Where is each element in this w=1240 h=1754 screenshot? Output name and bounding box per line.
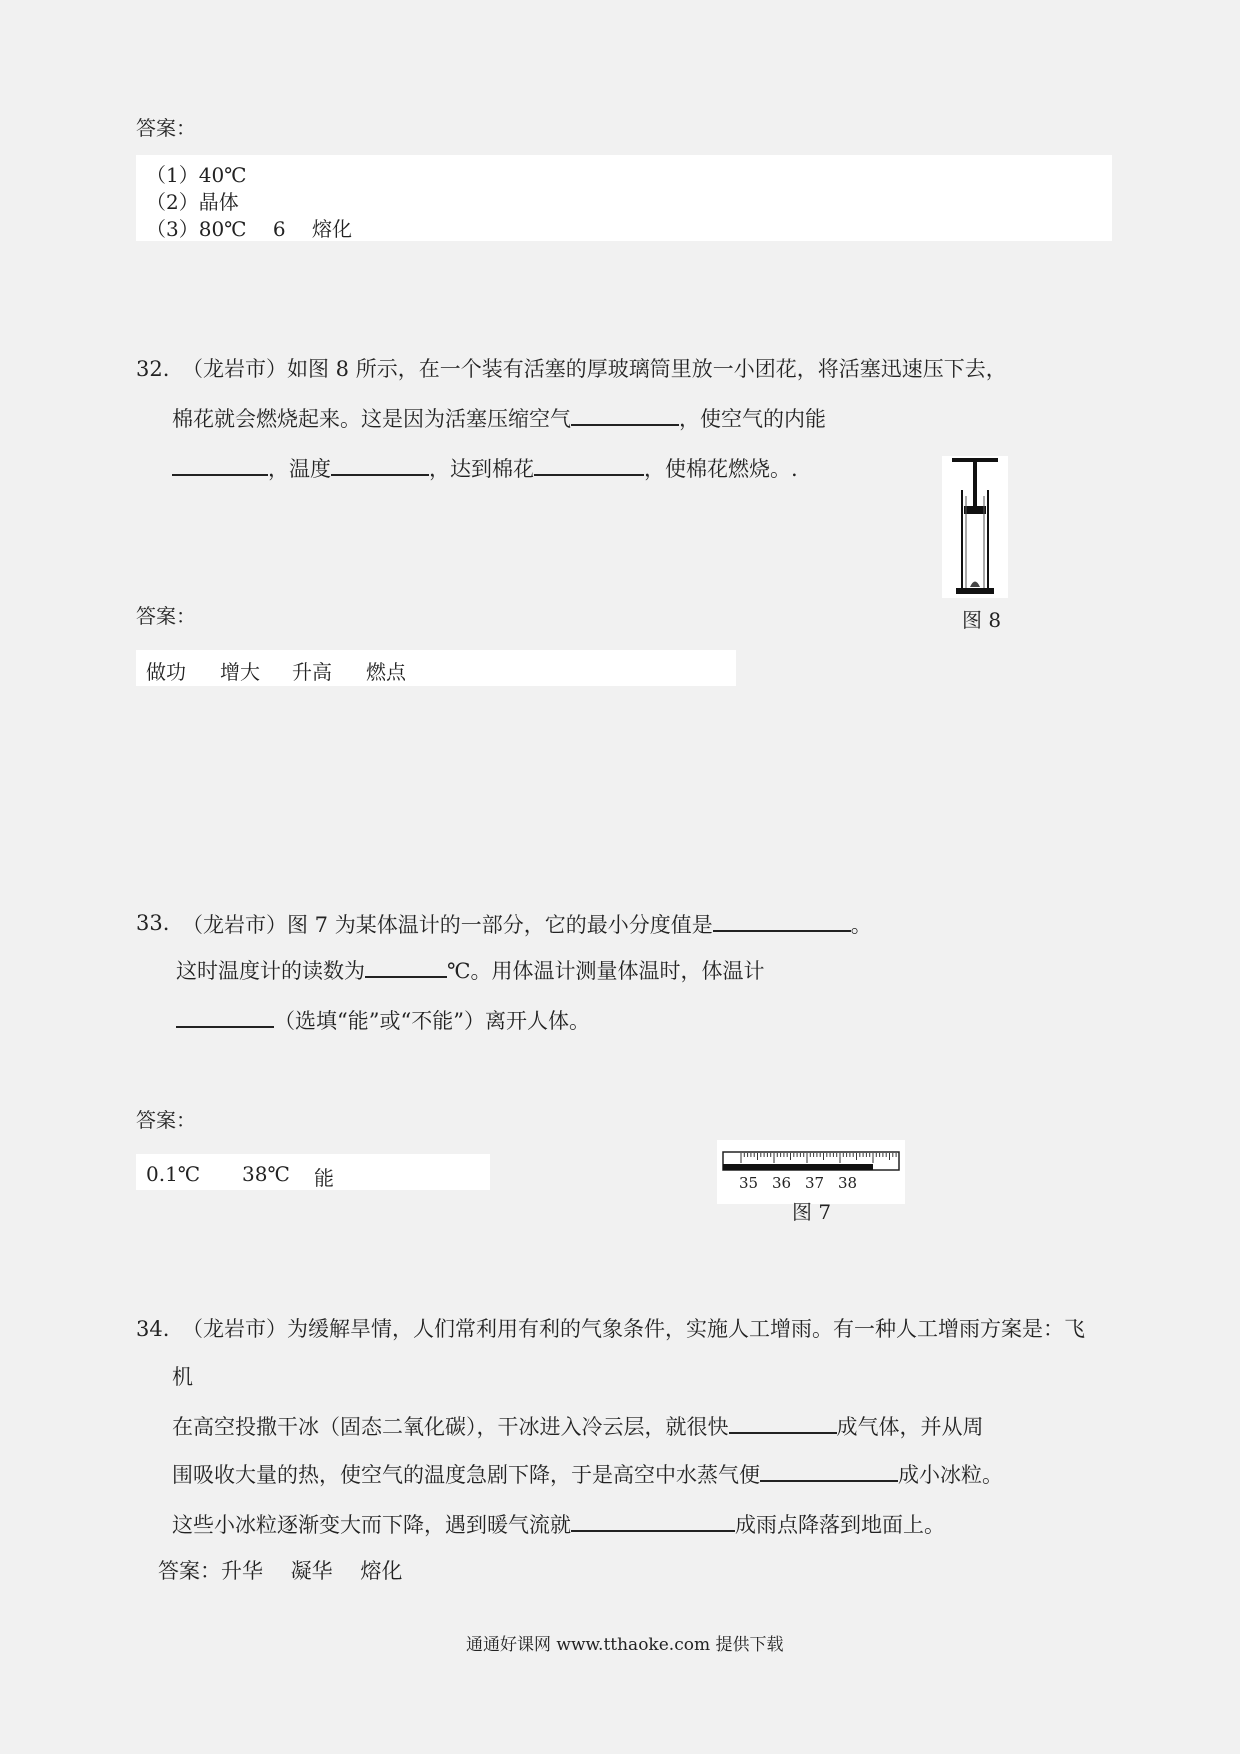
answer-blank [534, 454, 644, 476]
answer-line: 能 [314, 1166, 334, 1190]
question-text: ，温度 ，达到棉花 ，使棉花燃烧。. [172, 454, 798, 482]
answer-line: 0.1℃ [146, 1162, 201, 1186]
answer-line: （2）晶体 [146, 190, 239, 214]
answer-label: 答案： [136, 1108, 196, 1132]
piston-cylinder-figure [942, 456, 1008, 598]
answer-text: 答案：升华 凝华 熔化 [158, 1559, 403, 1583]
answer-blank [760, 1460, 898, 1482]
answer-blank [571, 404, 679, 426]
thermometer-figure [717, 1140, 905, 1204]
answer-line: （3）80℃ 6 熔化 [146, 217, 352, 241]
answer-line: 38℃ [242, 1162, 290, 1186]
figure-caption: 图 7 [792, 1200, 832, 1224]
answer-line: 做功 [146, 660, 186, 684]
question-text: 在高空投撒干冰（固态二氧化碳），干冰进入冷云层，就很快 成气体，并从周 [172, 1412, 984, 1440]
answer-blank [365, 956, 447, 978]
answer-box [136, 155, 1112, 241]
question-text: 围吸收大量的热，使空气的温度急剧下降，于是高空中水蒸气便 成小冰粒。 [172, 1460, 1003, 1488]
figure-caption: 图 8 [962, 608, 1002, 632]
question-text: （龙岩市）图 7 为某体温计的一部分，它的最小分度值是 。 [182, 910, 872, 938]
answer-blank [331, 454, 429, 476]
answer-line: 升高 [292, 660, 332, 684]
answer-blank [172, 454, 268, 476]
question-text: （选填“能”或“不能”）离开人体。 [176, 1006, 590, 1034]
question-text: 这时温度计的读数为 ℃。用体温计测量体温时，体温计 [176, 956, 765, 984]
answer-blank [713, 910, 851, 932]
tick-label: 35 [739, 1174, 759, 1192]
tick-label: 36 [772, 1174, 792, 1192]
answer-box [136, 650, 736, 686]
answer-blank [729, 1412, 837, 1434]
question-number: 32. [136, 357, 170, 381]
question-number: 33. [136, 911, 170, 935]
answer-blank [571, 1510, 735, 1532]
question-text: 这些小冰粒逐渐变大而下降，遇到暖气流就 成雨点降落到地面上。 [172, 1510, 945, 1538]
question-number: 34. [136, 1317, 170, 1341]
answer-line: （1）40℃ [146, 163, 247, 187]
question-text: 棉花就会燃烧起来。这是因为活塞压缩空气 ，使空气的内能 [172, 404, 826, 432]
tick-label: 38 [838, 1174, 858, 1192]
answer-label: 答案： [136, 604, 196, 628]
answer-line: 燃点 [366, 660, 406, 684]
answer-label: 答案： [136, 116, 196, 140]
answer-line: 增大 [220, 660, 260, 684]
answer-box [136, 1154, 490, 1190]
question-text: （龙岩市）为缓解旱情，人们常利用有利的气象条件，实施人工增雨。有一种人工增雨方案是：飞 [182, 1317, 1085, 1341]
question-text: （龙岩市）如图 8 所示，在一个装有活塞的厚玻璃筒里放一小团花，将活塞迅速压下去， [182, 357, 1007, 381]
tick-label: 37 [805, 1174, 825, 1192]
answer-blank [176, 1006, 274, 1028]
page-footer: 通通好课网 www.tthaoke.com 提供下载 [466, 1635, 784, 1655]
question-text: 机 [172, 1365, 193, 1389]
